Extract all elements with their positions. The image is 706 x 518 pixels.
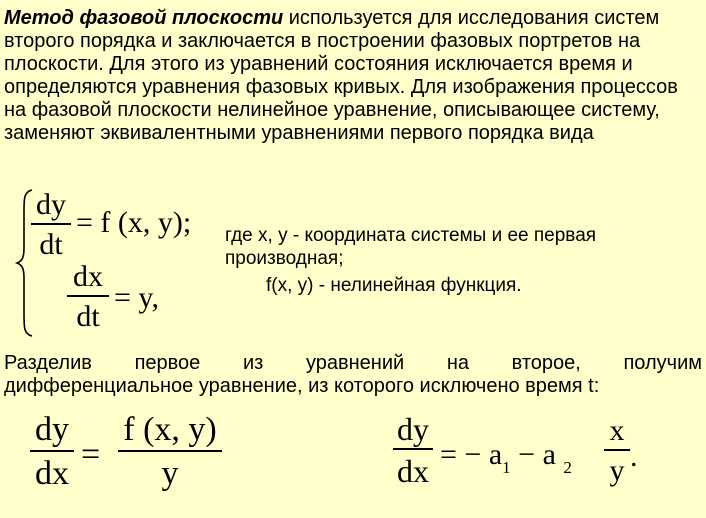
divide-word: второе, [511,352,581,374]
eq-left-lhs-den: dx [35,455,69,492]
eq-left-rhs-den: y [161,455,179,492]
divide-word: первое [134,352,201,374]
note-line-1: где x, y - координата системы и ее первая [225,225,597,246]
eq-right-x: x [609,414,625,447]
eq-right-sub-2: 2 [563,458,572,477]
eq-left-rhs-fraction [118,413,222,491]
eq2-num: dx [73,260,103,293]
eq-left-lhs-num: dy [35,411,69,448]
eq2-fraction [67,262,109,332]
eq-right-term-a2: − a [510,438,564,471]
divide-line-1 [4,352,702,375]
eq-right-lhs-fraction [393,413,433,487]
divide-word: получим [623,352,702,374]
eq-left-lhs-bar [30,450,74,452]
eq-right-sub-1: 1 [502,458,511,477]
eq2-den: dt [76,300,100,333]
eq-right-term-a1: = − a [440,438,503,471]
divide-paragraph [4,352,702,398]
term-phase-plane: Метод фазовой плоскости [4,7,284,29]
eq-left-rhs-num: f (x, y) [123,411,217,448]
eq-right-lhs-den: dx [397,453,429,489]
eq-right-period: . [630,440,638,473]
eq-right-xy-bar [604,449,630,451]
eq-left-rhs-bar [118,450,222,452]
divide-word: уравнений [305,352,405,374]
eq-right-y: y [609,454,625,487]
eq1-den: dt [39,228,63,261]
eq-right-lhs-bar [393,448,433,450]
eq-left-equals: = [81,436,101,473]
eq2-rhs: = y, [114,281,159,314]
divide-line-2: дифференциальное уравнение, из которого исключено время t: [4,375,600,397]
intro-paragraph [4,7,702,145]
intro-text: используется для исследования систем второго порядка и заключается в построении фазовых портретов на плоскости. Для этого из уравнений состояния исключается время и определяются уравнения фазовых кривых. Для изображения процессов на фазовой плоскости нелинейное уравнение, описывающее систему, заменяют эквивалентными уравнениями первого порядка вида [4,7,678,144]
eq1-bar [31,223,71,225]
eq-left-lhs-fraction [30,413,74,491]
divide-word: из [242,352,264,374]
eq1-num: dy [36,188,66,221]
divide-word: Разделив [4,352,92,374]
eq-right-xy-fraction [604,416,630,486]
note-line-3: f(x, y) - нелинейная функция. [266,275,522,296]
divide-word: на [446,352,469,374]
eq-right-lhs-num: dy [397,411,429,447]
eq2-bar [67,295,109,297]
eq-right-middle [440,438,572,477]
eq1-fraction [31,190,71,260]
eq1-rhs: = f (x, y); [76,206,192,239]
note-line-2: производная; [225,248,344,269]
